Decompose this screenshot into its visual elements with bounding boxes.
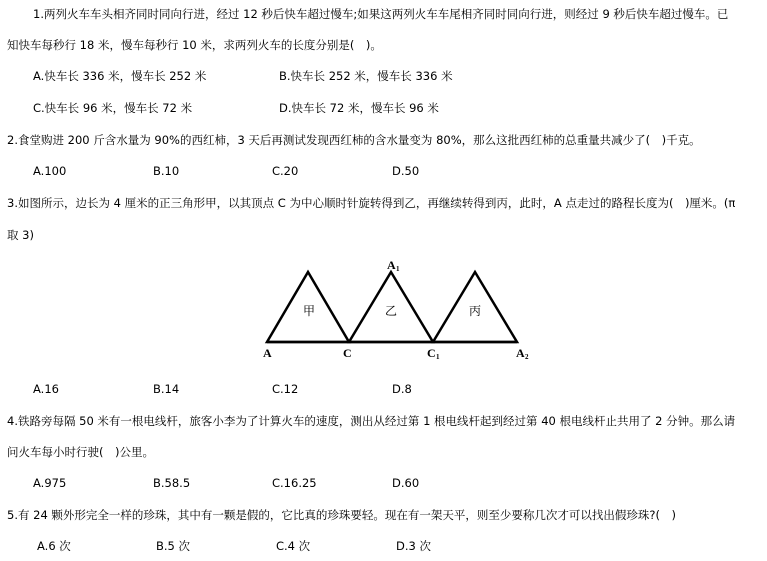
question-4-line-2: 问火车每小时行驶( )公里。 [7,445,154,459]
question-1-option-d: D.快车长 72 米，慢车长 96 米 [279,101,439,115]
question-5-option-d: D.3 次 [396,539,431,553]
question-2-line-1: 2.食堂购进 200 斤含水量为 90%的西红柿，3 天后再测试发现西红柿的含水量变为 80%，那么这批西红柿的总重量共减少了( )千克。 [7,133,701,147]
question-2-option-a: A.100 [33,164,67,178]
question-1-option-a: A.快车长 336 米，慢车长 252 米 [33,69,207,83]
question-1-line-2: 知快车每秒行 18 米，慢车每秒行 10 米，求两列火车的长度分别是( )。 [7,38,382,52]
point-a2-subscript: 2 [525,353,529,361]
triangle-bing-label: 丙 [469,304,482,318]
point-a1-subscript: 1 [396,265,400,273]
question-3-line-1: 3.如图所示，边长为 4 厘米的正三角形甲，以其顶点 C 为中心顺时针旋转得到乙，再继续转得到丙，此时，A 点走过的路程长度为( )厘米。(π [7,196,736,210]
question-4-option-d: D.60 [392,476,420,490]
question-1-option-c: C.快车长 96 米，慢车长 72 米 [33,101,193,115]
question-5-option-b: B.5 次 [156,539,191,553]
question-4-option-b: B.58.5 [153,476,191,490]
point-c1-subscript: 1 [436,353,440,361]
question-5-option-a: A.6 次 [37,539,71,553]
question-2-option-b: B.10 [153,164,180,178]
question-3-option-a: A.16 [33,382,59,396]
point-a1-label: A [387,258,396,272]
question-3-option-d: D.8 [392,382,412,396]
point-c-label: C [343,346,352,360]
question-4-option-a: A.975 [33,476,67,490]
question-1-option-b: B.快车长 252 米，慢车长 336 米 [279,69,453,83]
question-4-option-c: C.16.25 [272,476,317,490]
question-2-option-d: D.50 [392,164,420,178]
triangle-jia-label: 甲 [303,304,316,318]
point-a2-label: A [516,346,525,360]
question-5-option-c: C.4 次 [276,539,311,553]
point-c1-label: C [427,346,436,360]
question-3-line-2: 取 3) [7,228,34,242]
question-3-option-b: B.14 [153,382,180,396]
question-3-option-c: C.12 [272,382,299,396]
question-4-line-1: 4.铁路旁每隔 50 米有一根电线杆，旅客小李为了计算火车的速度，测出从经过第 1 根电线杆起到经过第 40 根电线杆止共用了 2 分钟。那么请 [7,414,736,428]
question-5-line-1: 5.有 24 颗外形完全一样的珍珠，其中有一颗是假的，它比真的珍珠要轻。现在有一架天平，则至少要称几次才可以找出假珍珠?( ) [7,508,676,522]
triangle-yi-label: 乙 [385,304,398,318]
point-a-label: A [263,346,272,360]
question-2-option-c: C.20 [272,164,299,178]
triangle-rotation-figure [255,255,545,365]
question-1-line-1: 1.两列火车车头相齐同时同向行进，经过 12 秒后快车超过慢车;如果这两列火车车尾相齐同时同向行进，则经过 9 秒后快车超过慢车。已 [33,7,729,21]
